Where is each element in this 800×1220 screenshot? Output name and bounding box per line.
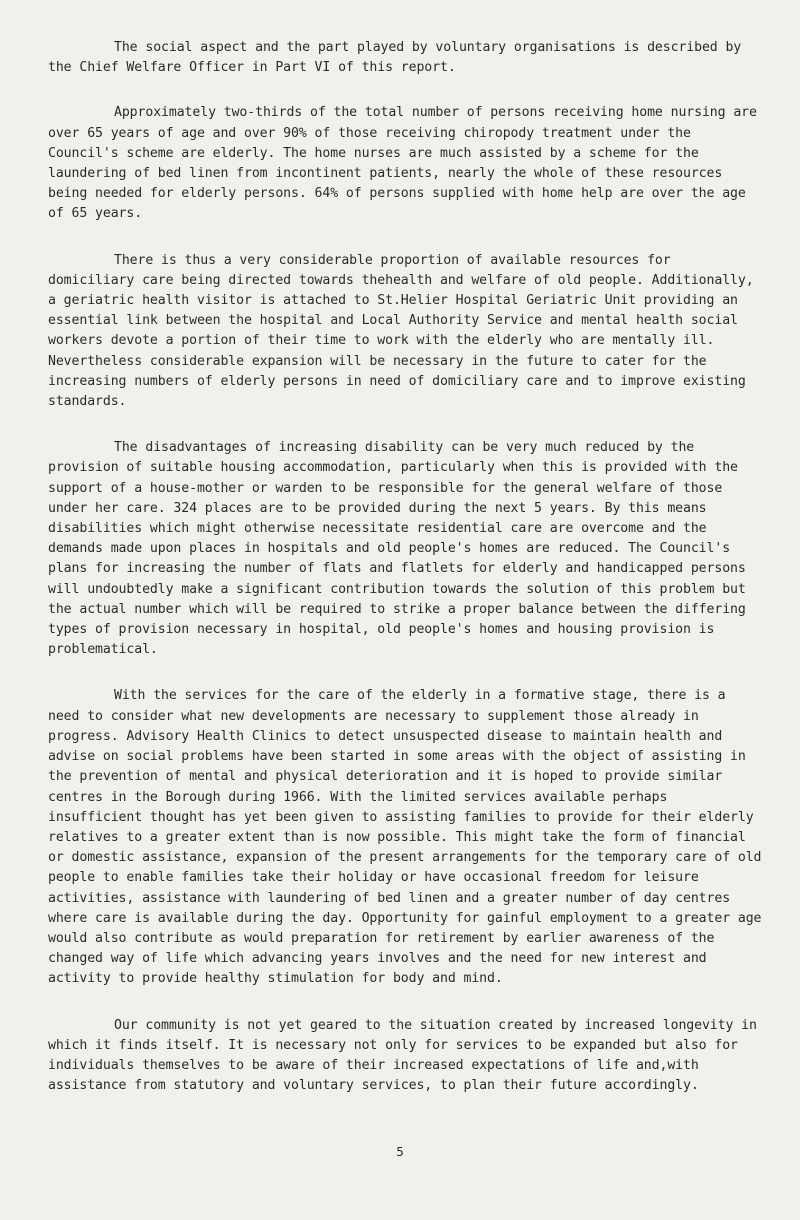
paragraph-voluntary-organisations: The social aspect and the part played by voluntary organisations is described by the Chief Welfare Officer in Part VI of this report. (48, 40, 742, 76)
paragraph-domiciliary-resources: There is thus a very considerable proportion of available resources for domiciliary care being directed towards thehealth and welfare of old people. Additionally, a geriatric health visitor is attached to St.Helier Hospital Geriatric Unit providing an essential link between the hospital and Local Authority Service and mental health social workers devote a portion of their time to work with the elderly who are mentally ill. Nevertheless considerable expansion will be necessary in the future to cater for the increasing numbers of elderly persons in need of domiciliary care and to improve existing standards. (48, 252, 754, 410)
paragraph-community-longevity: Our community is not yet geared to the situation created by increased longevity in which it finds itself. It is necessary not only for services to be expanded but also for individuals themselves to be aware of their increased expectations of life and,with assistance from statutory and voluntary services, to plan their future accordingly. (48, 1017, 757, 1094)
paragraph-home-nursing: Approximately two-thirds of the total number of persons receiving home nursing are over 65 years of age and over 90% of those receiving chiropody treatment under the Council's scheme are elderly. The home nurses are much assisted by a scheme for the laundering of bed linen from incontinent patients, nearly the whole of these resources being needed for elderly persons. 64% of persons supplied with home help are over the age of 65 years. (48, 105, 757, 222)
paragraph-new-developments: With the services for the care of the elderly in a formative stage, there is a need to consider what new developments are necessary to supplement those already in progress. Advisory Health Clinics to detect unsuspected disease to maintain health and advise on social problems have been started in some areas with the object of assisting in the prevention of mental and physical deterioration and it is hoped to provide similar centres in the Borough during 1966. With the limited services available perhaps insufficient thought has yet been given to assisting families to provide for their elderly relatives to a greater extent than is now possible. This might take the form of financial or domestic assistance, expansion of the present arrangements for the temporary care of old people to enable families take their holiday or have occasional freedom for leisure activities, assistance with laundering of bed linen and a greater number of day centres where care is available during the day. Opportunity for gainful employment to a greater age would also contribute as would preparation for retirement by earlier awareness of the changed way of life which advancing years involves and the need for new interest and activity to provide healthy stimulation for body and mind. (48, 688, 762, 987)
paragraph-housing-accommodation: The disadvantages of increasing disability can be very much reduced by the provision of suitable housing accommodation, particularly when this is provided with the support of a house-mother or warden to be responsible for the general welfare of those under her care. 324 places are to be provided during the next 5 years. By this means disabilities which might otherwise necessitate residential care are overcome and the demands made upon places in hospitals and old people's homes are reduced. The Council's plans for increasing the number of flats and flatlets for elderly and handicapped persons will undoubtedly make a significant contribution towards the solution of this problem but the actual number which will be required to strike a proper balance between the differing types of provision necessary in hospital, old people's homes and housing provision is problematical. (48, 440, 746, 658)
page-number: 5 (396, 1144, 404, 1159)
